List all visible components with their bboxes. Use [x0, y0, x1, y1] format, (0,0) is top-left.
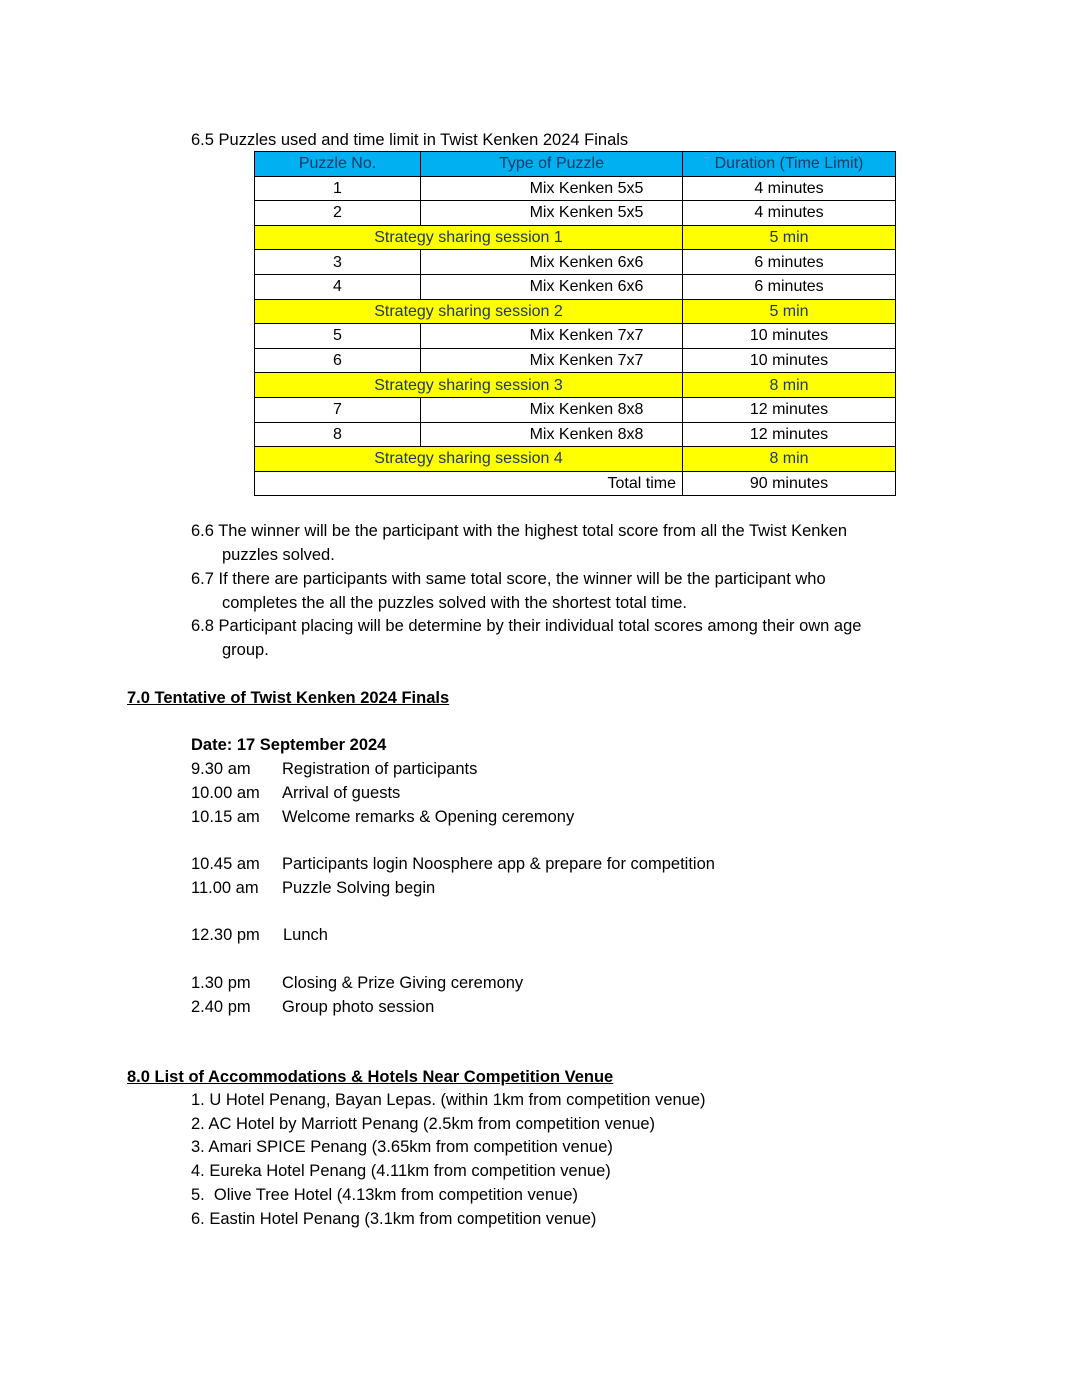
- schedule-event: Arrival of guests: [282, 784, 401, 802]
- puzzle-no: 6: [255, 348, 421, 373]
- session-row: [255, 225, 896, 250]
- schedule-item: [191, 971, 523, 995]
- schedule-event: Closing & Prize Giving ceremony: [282, 974, 524, 992]
- session-row: [255, 299, 896, 324]
- section-7-heading: 7.0 Tentative of Twist Kenken 2024 Finals: [127, 689, 450, 707]
- puzzle-no: 2: [255, 201, 421, 226]
- puzzle-type: Mix Kenken 6x6: [421, 274, 683, 299]
- puzzle-no: 1: [255, 176, 421, 201]
- session-duration: 5 min: [683, 225, 896, 250]
- hotel-list: [191, 1089, 706, 1231]
- puzzle-duration: 6 minutes: [683, 250, 896, 275]
- session-label: Strategy sharing session 4: [255, 447, 683, 472]
- list-item: 2. AC Hotel by Marriott Penang (2.5km from competition venue): [191, 1114, 656, 1133]
- rule-line-continued: group.: [222, 640, 269, 659]
- schedule-event: Puzzle Solving begin: [282, 879, 436, 897]
- puzzle-type: Mix Kenken 6x6: [421, 250, 683, 275]
- schedule-item: [191, 757, 477, 781]
- table-row: [255, 397, 896, 422]
- schedule-item: [191, 995, 434, 1019]
- table-row: [255, 176, 896, 201]
- rule-6-8: [191, 615, 951, 662]
- column-header-duration: Duration (Time Limit): [683, 152, 896, 177]
- rule-line: 6.8 Participant placing will be determine by their individual total scores among their own age: [191, 617, 862, 635]
- puzzle-type: Mix Kenken 5x5: [421, 201, 683, 226]
- schedule-time: 10.45 am: [191, 855, 260, 873]
- schedule-time: 1.30 pm: [191, 974, 251, 992]
- puzzle-duration: 12 minutes: [683, 397, 896, 422]
- puzzle-duration: 12 minutes: [683, 422, 896, 447]
- puzzle-no: 5: [255, 324, 421, 349]
- rule-line-continued: completes the all the puzzles solved with the shortest total time.: [222, 593, 687, 612]
- rule-6-7: [191, 568, 951, 615]
- table-row: [255, 274, 896, 299]
- schedule-item: [191, 781, 400, 805]
- section-8-heading: 8.0 List of Accommodations & Hotels Near Competition Venue: [127, 1068, 614, 1086]
- puzzle-no: 3: [255, 250, 421, 275]
- schedule-event: Participants login Noosphere app & prepare for competition: [282, 855, 715, 873]
- column-header-puzzle-no: Puzzle No.: [255, 152, 421, 177]
- schedule-time: 10.15 am: [191, 808, 260, 826]
- total-value: 90 minutes: [683, 471, 896, 496]
- schedule-time: 2.40 pm: [191, 998, 251, 1016]
- list-item: 5. Olive Tree Hotel (4.13km from competition venue): [191, 1185, 578, 1204]
- table-row: [255, 201, 896, 226]
- rule-6-6: [191, 520, 951, 567]
- schedule-item: [191, 876, 435, 900]
- puzzle-time-table: [254, 151, 896, 496]
- session-duration: 8 min: [683, 447, 896, 472]
- puzzle-duration: 10 minutes: [683, 348, 896, 373]
- schedule-time: 9.30 am: [191, 760, 251, 778]
- schedule-item: [191, 852, 715, 876]
- session-row: [255, 447, 896, 472]
- session-duration: 5 min: [683, 299, 896, 324]
- puzzle-no: 8: [255, 422, 421, 447]
- schedule-time: 11.00 am: [191, 879, 259, 897]
- event-date: Date: 17 September 2024: [191, 736, 387, 754]
- puzzle-duration: 10 minutes: [683, 324, 896, 349]
- rule-line: 6.7 If there are participants with same total score, the winner will be the participant who: [191, 570, 826, 588]
- puzzle-no: 7: [255, 397, 421, 422]
- session-label: Strategy sharing session 2: [255, 299, 683, 324]
- total-row: [255, 471, 896, 496]
- puzzle-type: Mix Kenken 8x8: [421, 422, 683, 447]
- puzzle-duration: 6 minutes: [683, 274, 896, 299]
- session-label: Strategy sharing session 1: [255, 225, 683, 250]
- table-row: [255, 324, 896, 349]
- table-header-row: [255, 152, 896, 177]
- session-label: Strategy sharing session 3: [255, 373, 683, 398]
- schedule-event: Lunch: [283, 926, 328, 944]
- rule-line: 6.6 The winner will be the participant with the highest total score from all the Twist Kenken: [191, 522, 848, 540]
- schedule-item: [191, 805, 574, 829]
- schedule-event: Group photo session: [282, 998, 435, 1016]
- schedule-event: Registration of participants: [282, 760, 478, 778]
- puzzle-duration: 4 minutes: [683, 201, 896, 226]
- puzzle-type: Mix Kenken 7x7: [421, 348, 683, 373]
- puzzle-type: Mix Kenken 7x7: [421, 324, 683, 349]
- rule-line-continued: puzzles solved.: [222, 545, 335, 564]
- puzzle-type: Mix Kenken 5x5: [421, 176, 683, 201]
- schedule-time: 12.30 pm: [191, 926, 260, 944]
- schedule-event: Welcome remarks & Opening ceremony: [282, 808, 575, 826]
- puzzle-duration: 4 minutes: [683, 176, 896, 201]
- list-item: 4. Eureka Hotel Penang (4.11km from competition venue): [191, 1162, 611, 1181]
- session-row: [255, 373, 896, 398]
- list-item: 3. Amari SPICE Penang (3.65km from competition venue): [191, 1138, 613, 1157]
- list-item: 1. U Hotel Penang, Bayan Lepas. (within 1km from competition venue): [191, 1091, 706, 1109]
- table-row: [255, 422, 896, 447]
- list-item: 6. Eastin Hotel Penang (3.1km from competition venue): [191, 1209, 597, 1228]
- column-header-type: Type of Puzzle: [421, 152, 683, 177]
- total-label: Total time: [255, 471, 683, 496]
- schedule-item: [191, 923, 328, 947]
- table-heading: 6.5 Puzzles used and time limit in Twist Kenken 2024 Finals: [191, 131, 629, 149]
- table-row: [255, 250, 896, 275]
- schedule-time: 10.00 am: [191, 784, 260, 802]
- puzzle-type: Mix Kenken 8x8: [421, 397, 683, 422]
- table-row: [255, 348, 896, 373]
- puzzle-no: 4: [255, 274, 421, 299]
- session-duration: 8 min: [683, 373, 896, 398]
